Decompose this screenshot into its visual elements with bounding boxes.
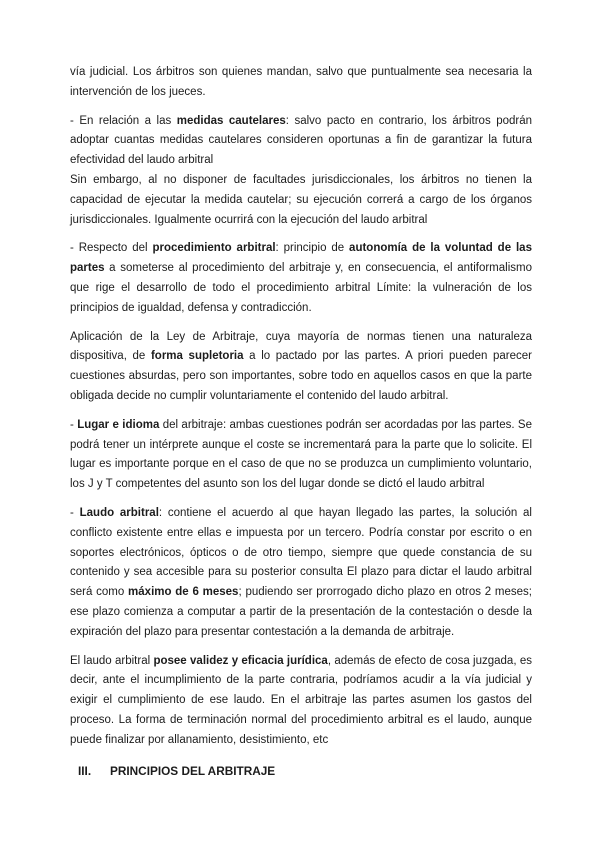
text-run: a lo pactado por las partes. A priori pueden parecer cuestiones absurdas, pero son importantes, sobre todo en aquellos casos en que la parte obligada decide no cumplir voluntariamente el contenido del laudo arbitral. [70, 350, 532, 402]
text-run: Sin embargo, al no disponer de facultades jurisdiccionales, los árbitros no tienen la capacidad de ejecutar la medida cautelar; su ejecución correrá a cargo de los órganos jurisdiccionales. Igualmente ocurrirá con la ejecución del laudo arbitral [70, 173, 532, 226]
paragraph-via-judicial [70, 63, 532, 103]
section-number: III. [78, 763, 92, 778]
text-run: - En relación a las [70, 114, 177, 127]
paragraph-validez-eficacia [70, 652, 532, 751]
paragraph-lugar-idioma [70, 416, 532, 495]
text-run: : contiene el acuerdo al que hayan llegado las partes, la solución al conflicto existente entre ellas e impuesta por un tercero. Podría constar por escrito o en soportes electrónicos, ópticos o de otro tiempo, siempre que quede constancia de su contenido y sea accesible para su posterior consulta El plazo para dictar el laudo arbitral será como [70, 506, 532, 599]
paragraph-ley-de-arbitraje [70, 328, 532, 407]
text-run: del arbitraje: ambas cuestiones podrán ser acordadas por las partes. Se podrá tener un intérprete aunque el coste se incrementará para la parte que lo solicite. El lugar es importante porque en el caso de que no se produzca un cumplimiento voluntario, los J y T competentes del asunto son los del lugar donde se dictó el laudo arbitral [70, 418, 532, 491]
paragraph-medidas-cautelares [70, 112, 532, 231]
text-run-bold: forma supletoria [150, 350, 244, 363]
text-run-bold: medidas cautelares [176, 114, 286, 127]
paragraph-procedimiento-arbitral [70, 239, 532, 318]
text-run: Aplicación de la Ley de Arbitraje, cuya mayoría de normas tienen una naturaleza dispositiva, de [70, 330, 532, 363]
text-run: , además de efecto de cosa juzgada, es decir, ante el incumplimiento de la parte contraria, podríamos acudir a la vía judicial y exigir el cumplimiento de ese laudo. En el arbitraje las partes asumen los gastos del proceso. La forma de terminación normal del procedimiento arbitral es el laudo, aunque puede finalizar por allanamiento, desistimiento, etc [70, 654, 532, 746]
text-run: - [70, 418, 78, 431]
text-run-bold: autonomía de la voluntad de las partes [70, 242, 532, 275]
text-run-bold: Lugar e idioma [77, 418, 160, 431]
text-run-bold: máximo de 6 meses [128, 586, 239, 599]
section-title: PRINCIPIOS DEL ARBITRAJE [110, 763, 276, 778]
text-run-bold: posee validez y eficacia jurídica [153, 654, 328, 667]
text-run: a someterse al procedimiento del arbitraje y, en consecuencia, el antiformalismo que rige el desarrollo de todo el procedimiento arbitral Límite: la vulneración de los principios de igualdad, defensa y contradicción. [70, 262, 532, 314]
text-run: ; pudiendo ser prorrogado dicho plazo en otros 2 meses; ese plazo comienza a computar a partir de la presentación de la contestación o desde la expiración del plazo para presentar contestación a la demanda de arbitraje. [70, 586, 532, 638]
text-run: : principio de [275, 242, 350, 255]
document-content [70, 63, 532, 781]
text-run: - [70, 506, 80, 519]
text-run: vía judicial. Los árbitros son quienes mandan, salvo que puntualmente sea necesaria la intervención de los jueces. [70, 66, 532, 98]
text-run-bold: procedimiento arbitral [152, 242, 276, 255]
section-heading [78, 761, 532, 781]
text-run-bold: Laudo arbitral [79, 506, 159, 519]
text-run: : salvo pacto en contrario, los árbitros podrán adoptar cuantas medidas cautelares consideren oportunas a fin de garantizar la futura efectividad del laudo arbitral [70, 114, 532, 167]
paragraph-laudo-arbitral [70, 504, 532, 643]
text-run: El laudo arbitral [70, 654, 154, 667]
text-run: - Respecto del [70, 242, 153, 255]
